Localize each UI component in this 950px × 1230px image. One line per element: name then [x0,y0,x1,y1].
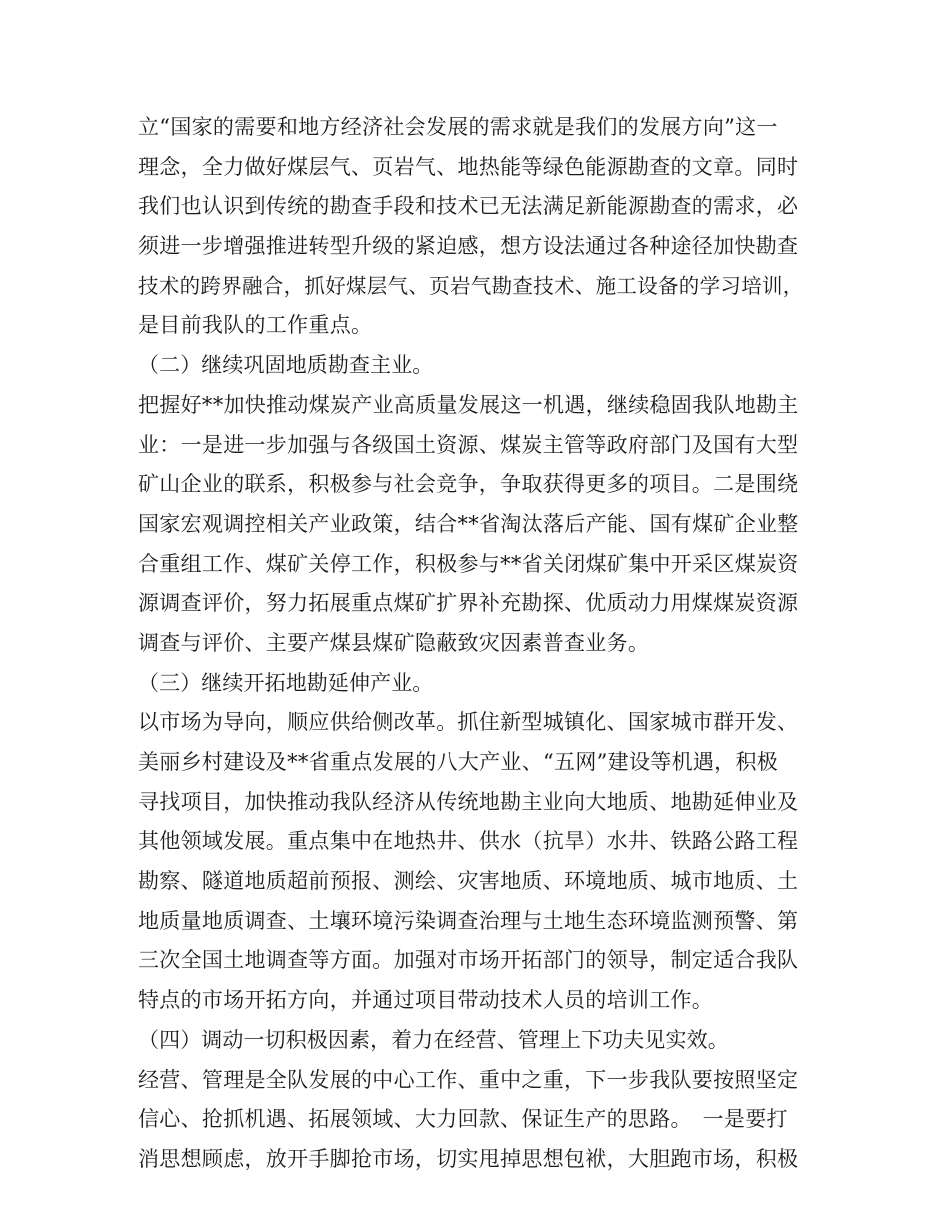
paragraph-line: 源调查评价，努力拓展重点煤矿扩界补充勘探、优质动力用煤煤炭资源 [138,591,799,616]
paragraph-line: 地质量地质调查、土壤环境污染调查治理与土地生态环境监测预警、第 [138,908,799,933]
paragraph-line: 勘察、隧道地质超前预报、测绘、灾害地质、环境地质、城市地质、土 [138,869,799,894]
paragraph-line: 我们也认识到传统的勘查手段和技术已无法满足新能源勘查的需求，必 [138,194,799,219]
paragraph-line: 三次全国土地调查等方面。加强对市场开拓部门的领导，制定适合我队 [138,948,799,973]
paragraph-line: 合重组工作、煤矿关停工作，积极参与**省关闭煤矿集中开采区煤炭资 [138,551,799,576]
paragraph-line: 以市场为导向，顺应供给侧改革。抓住新型城镇化、国家城市群开发、 [138,710,799,735]
paragraph-line: 矿山企业的联系，积极参与社会竞争，争取获得更多的项目。二是围绕 [138,472,799,497]
document-body [138,108,818,1180]
paragraph-line: 国家宏观调控相关产业政策，结合**省淘汰落后产能、国有煤矿企业整 [138,511,799,536]
section-heading: （四）调动一切积极因素，着力在经营、管理上下功夫见实效。 [138,1027,729,1052]
paragraph-line: 消思想顾虑，放开手脚抢市场，切实甩掉思想包袱，大胆跑市场，积极 [138,1146,799,1171]
section-heading: （三）继续开拓地勘延伸产业。 [138,670,434,695]
paragraph-line: 把握好**加快推动煤炭产业高质量发展这一机遇，继续稳固我队地勘主 [138,392,799,417]
paragraph-line: 须进一步增强推进转型升级的紧迫感，想方设法通过各种途径加快勘查 [138,234,799,259]
paragraph-line: 理念，全力做好煤层气、页岩气、地热能等绿色能源勘查的文章。同时 [138,154,799,179]
paragraph-line: 其他领域发展。重点集中在地热井、供水（抗旱）水井、铁路公路工程 [138,829,799,854]
paragraph-line: 立“国家的需要和地方经济社会发展的需求就是我们的发展方向”这一 [138,115,778,139]
section-heading: （二）继续巩固地质勘查主业。 [138,353,434,378]
paragraph-line: 美丽乡村建设及**省重点发展的八大产业、“五网”建设等机遇，积极 [138,750,779,774]
paragraph-line: 技术的跨界融合，抓好煤层气、页岩气勘查技术、施工设备的学习培训， [138,273,804,298]
paragraph-line: 调查与评价、主要产煤县煤矿隐蔽致灾因素普查业务。 [138,630,650,655]
paragraph-line: 特点的市场开拓方向，并通过项目带动技术人员的培训工作。 [138,988,714,1013]
paragraph-line: 业：一是进一步加强与各级国土资源、煤炭主管等政府部门及国有大型 [138,432,799,457]
paragraph-line: 寻找项目，加快推动我队经济从传统地勘主业向大地质、地勘延伸业及 [138,789,799,814]
paragraph-line: 信心、抢抓机遇、拓展领域、大力回款、保证生产的思路。 一是要打 [138,1107,788,1132]
paragraph-line: 经营、管理是全队发展的中心工作、重中之重，下一步我队要按照坚定 [138,1067,799,1092]
paragraph-line: 是目前我队的工作重点。 [138,313,373,338]
